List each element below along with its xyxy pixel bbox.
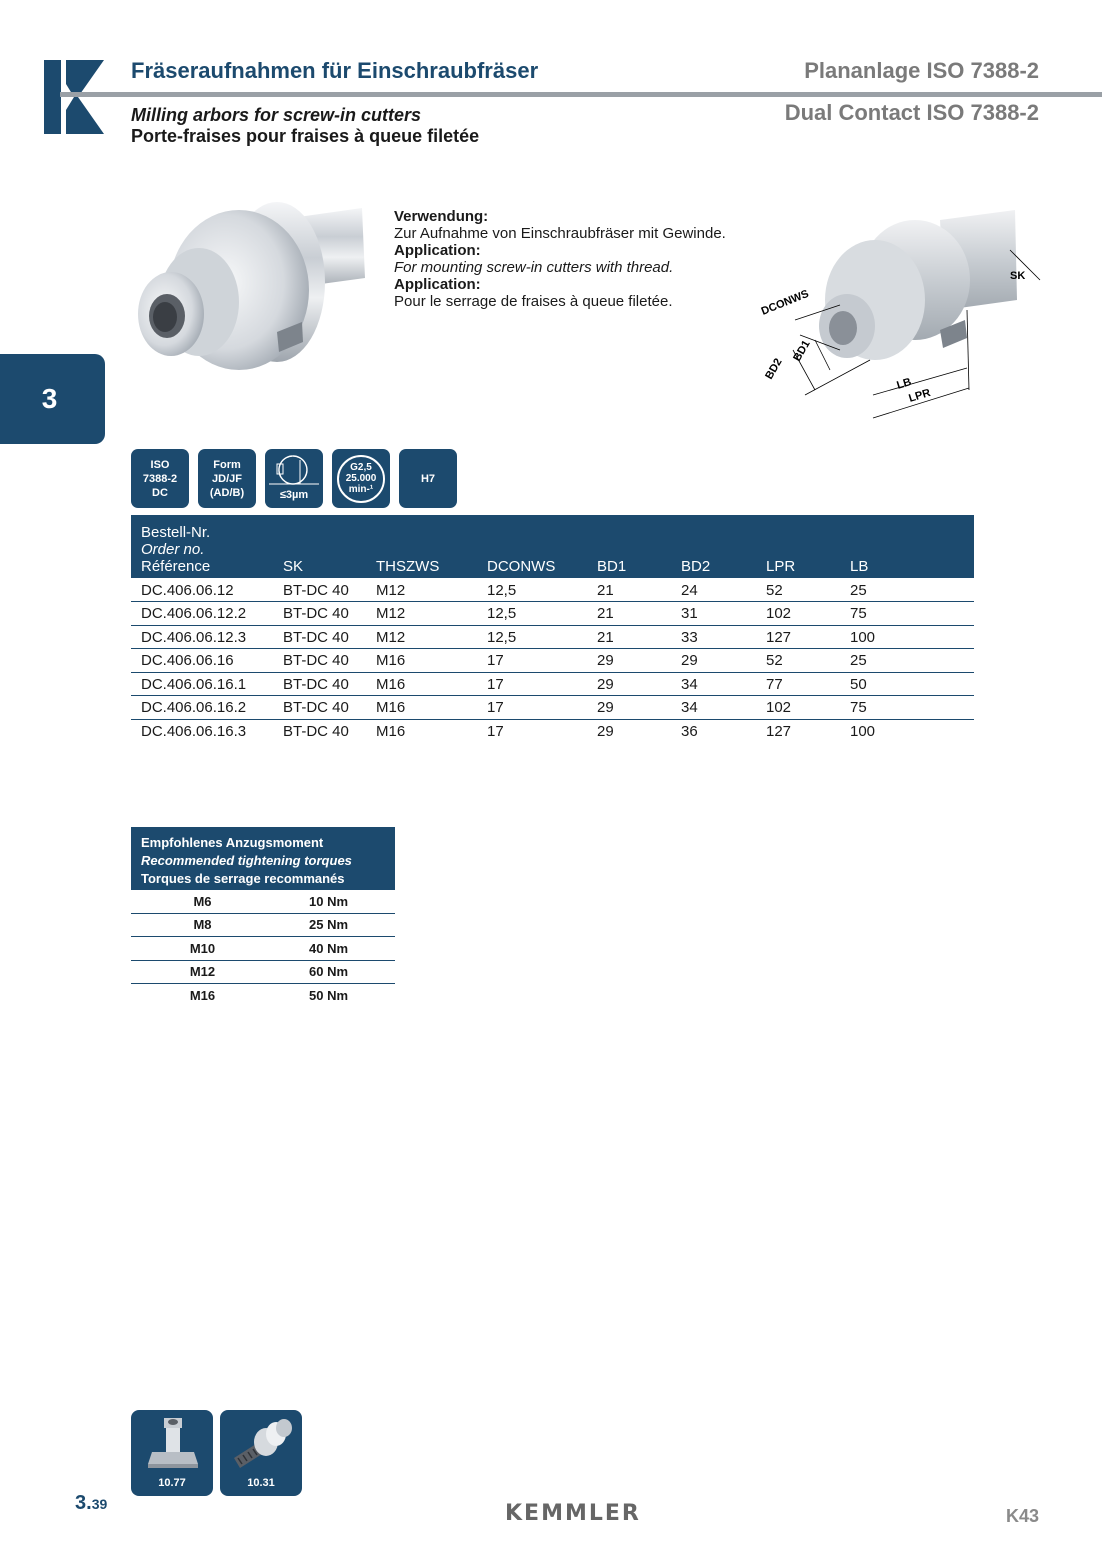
torque-row xyxy=(131,890,395,914)
cell-bd1: 21 xyxy=(587,602,671,626)
cell-sk: BT-DC 40 xyxy=(273,602,366,626)
catalog-code: K43 xyxy=(1005,1506,1039,1526)
usage-text-fr: Pour le serrage de fraises à queue filetée. xyxy=(394,293,673,310)
accessory-ref: 10.31 xyxy=(247,1477,275,1489)
kemmler-logo xyxy=(44,60,106,134)
cell-lb: 25 xyxy=(840,649,974,673)
cell-order-no: DC.406.06.12 xyxy=(131,578,273,602)
clamping-fixture-icon xyxy=(142,1414,202,1474)
cell-bd1: 21 xyxy=(587,578,671,602)
cell-dconws: 17 xyxy=(477,649,587,673)
cell-lpr: 77 xyxy=(756,672,840,696)
cell-bd2: 24 xyxy=(671,578,756,602)
cell-dconws: 17 xyxy=(477,672,587,696)
category-subtitle: Dual Contact ISO 7388-2 xyxy=(784,100,1039,125)
cell-sk: BT-DC 40 xyxy=(283,723,349,740)
cell-thszws: M12 xyxy=(366,602,477,626)
cell-order-no: DC.406.06.16.2 xyxy=(131,696,273,720)
cell-bd2: 36 xyxy=(681,723,698,740)
drawing-label-dconws: DCONWS xyxy=(759,287,811,318)
cell-sk: BT-DC 40 xyxy=(273,696,366,720)
torque-value: 60 Nm xyxy=(309,964,349,980)
drawing-label-bd1: BD1 xyxy=(791,338,813,364)
table-row[interactable] xyxy=(131,719,974,743)
thread-size: M8 xyxy=(193,917,212,933)
torque-table xyxy=(131,827,395,1008)
cell-bd1: 29 xyxy=(587,649,671,673)
cell-lb: 75 xyxy=(840,602,974,626)
torque-value: 40 Nm xyxy=(309,940,349,956)
cell-lpr: 127 xyxy=(766,723,792,740)
drawing-label-sk: SK xyxy=(1010,270,1026,282)
cell-lb: 25 xyxy=(840,578,974,602)
drawing-label-bd2: BD2 xyxy=(763,356,785,382)
table-header-row xyxy=(131,515,974,578)
thread-size: M12 xyxy=(189,964,216,980)
cell-bd2: 34 xyxy=(671,672,756,696)
torque-value: 25 Nm xyxy=(309,917,349,933)
cell-order-no: DC.406.06.16.1 xyxy=(131,672,273,696)
cell-thszws: M16 xyxy=(376,723,406,740)
usage-label-fr: Application: xyxy=(394,276,481,293)
title-german: Fräseraufnahmen für Einschraubfräser xyxy=(131,58,539,83)
cell-dconws: 12,5 xyxy=(477,578,587,602)
iso-standard-icon: ISO 7388-2 DC xyxy=(131,449,189,508)
table-row[interactable] xyxy=(131,649,974,673)
cell-thszws: M16 xyxy=(366,696,477,720)
cell-lpr: 52 xyxy=(756,649,840,673)
torque-row xyxy=(131,984,395,1008)
brand-name: KEMMLER xyxy=(505,1501,641,1526)
usage-label-de: Verwendung: xyxy=(394,208,489,225)
runout-gauge-icon: ≤3µm xyxy=(265,449,323,508)
product-table xyxy=(131,515,974,743)
header-sk: SK xyxy=(273,515,366,578)
thread-size: M16 xyxy=(189,988,216,1004)
cell-dconws: 17 xyxy=(487,723,504,740)
cell-bd2: 31 xyxy=(671,602,756,626)
accessory-clamping-fixture[interactable] xyxy=(131,1410,213,1496)
cell-lpr: 102 xyxy=(756,696,840,720)
feature-icons xyxy=(131,449,457,508)
cell-lb: 100 xyxy=(840,625,974,649)
cell-order-no: DC.406.06.16 xyxy=(131,649,273,673)
cell-lpr: 102 xyxy=(756,602,840,626)
cell-bd1: 29 xyxy=(597,723,614,740)
pull-stud-icon xyxy=(226,1414,296,1474)
accessory-pull-stud[interactable] xyxy=(220,1410,302,1496)
table-row[interactable] xyxy=(131,696,974,720)
cell-lb: 50 xyxy=(840,672,974,696)
balance-icon: G2,5 25.000 min-¹ xyxy=(332,449,390,508)
thread-size: M6 xyxy=(193,893,212,909)
torque-value: 10 Nm xyxy=(309,893,349,909)
usage-text-de: Zur Aufnahme von Einschraubfräser mit Gewinde. xyxy=(394,225,726,242)
cell-sk: BT-DC 40 xyxy=(273,649,366,673)
cell-thszws: M12 xyxy=(366,578,477,602)
table-row[interactable] xyxy=(131,672,974,696)
drawing-label-lpr: LPR xyxy=(907,386,932,405)
header-thszws: THSZWS xyxy=(366,515,477,578)
cell-lb: 100 xyxy=(850,723,876,740)
thread-size: M10 xyxy=(189,940,216,956)
cell-order-no: DC.406.06.12.3 xyxy=(131,625,273,649)
header-lb: LB xyxy=(840,515,974,578)
page-number: 3.39 xyxy=(75,1492,108,1514)
cell-lpr: 127 xyxy=(756,625,840,649)
cell-bd2: 33 xyxy=(671,625,756,649)
technical-drawing xyxy=(755,190,1055,430)
cell-bd1: 29 xyxy=(587,672,671,696)
cell-thszws: M16 xyxy=(366,649,477,673)
cell-lpr: 52 xyxy=(756,578,840,602)
title-french: Porte-fraises pour fraises à queue filetée xyxy=(131,126,480,146)
cell-dconws: 12,5 xyxy=(477,625,587,649)
accessory-ref: 10.77 xyxy=(158,1477,186,1489)
cell-thszws: M16 xyxy=(366,672,477,696)
cell-dconws: 17 xyxy=(477,696,587,720)
product-photo xyxy=(127,190,377,390)
cell-bd2: 34 xyxy=(671,696,756,720)
cell-bd1: 29 xyxy=(587,696,671,720)
cell-order-no: DC.406.06.12.2 xyxy=(131,602,273,626)
cell-sk: BT-DC 40 xyxy=(273,672,366,696)
table-row[interactable] xyxy=(131,578,974,602)
category-title: Plananlage ISO 7388-2 xyxy=(804,58,1039,83)
header-rule xyxy=(60,92,1102,97)
table-row[interactable] xyxy=(131,602,974,626)
header-dconws: DCONWS xyxy=(477,515,587,578)
usage-text-en: For mounting screw-in cutters with thread. xyxy=(394,259,674,276)
torque-row xyxy=(131,914,395,938)
chapter-tab[interactable]: 3 xyxy=(0,354,105,444)
cell-sk: BT-DC 40 xyxy=(273,625,366,649)
header-order-no: Bestell-Nr. Order no. Référence xyxy=(131,515,273,578)
cell-lb: 75 xyxy=(840,696,974,720)
header-bd2: BD2 xyxy=(671,515,756,578)
header-bd1: BD1 xyxy=(587,515,671,578)
table-row[interactable] xyxy=(131,625,974,649)
cell-dconws: 12,5 xyxy=(477,602,587,626)
cell-thszws: M12 xyxy=(366,625,477,649)
usage-label-en: Application: xyxy=(394,242,481,259)
torque-row xyxy=(131,937,395,961)
cell-bd2: 29 xyxy=(671,649,756,673)
title-english: Milling arbors for screw-in cutters xyxy=(131,105,422,125)
form-icon: Form JD/JF (AD/B) xyxy=(198,449,256,508)
cell-bd1: 21 xyxy=(587,625,671,649)
header-lpr: LPR xyxy=(756,515,840,578)
drawing-label-lb: LB xyxy=(895,376,913,392)
tolerance-icon: H7 xyxy=(399,449,457,508)
cell-order-no: DC.406.06.16.3 xyxy=(141,723,247,740)
torque-table-header: Empfohlenes Anzugsmoment Recommended tightening torques Torques de serrage recommanés xyxy=(131,827,395,890)
cell-sk: BT-DC 40 xyxy=(273,578,366,602)
torque-row xyxy=(131,961,395,985)
application-description xyxy=(394,208,744,310)
torque-value: 50 Nm xyxy=(309,988,349,1004)
